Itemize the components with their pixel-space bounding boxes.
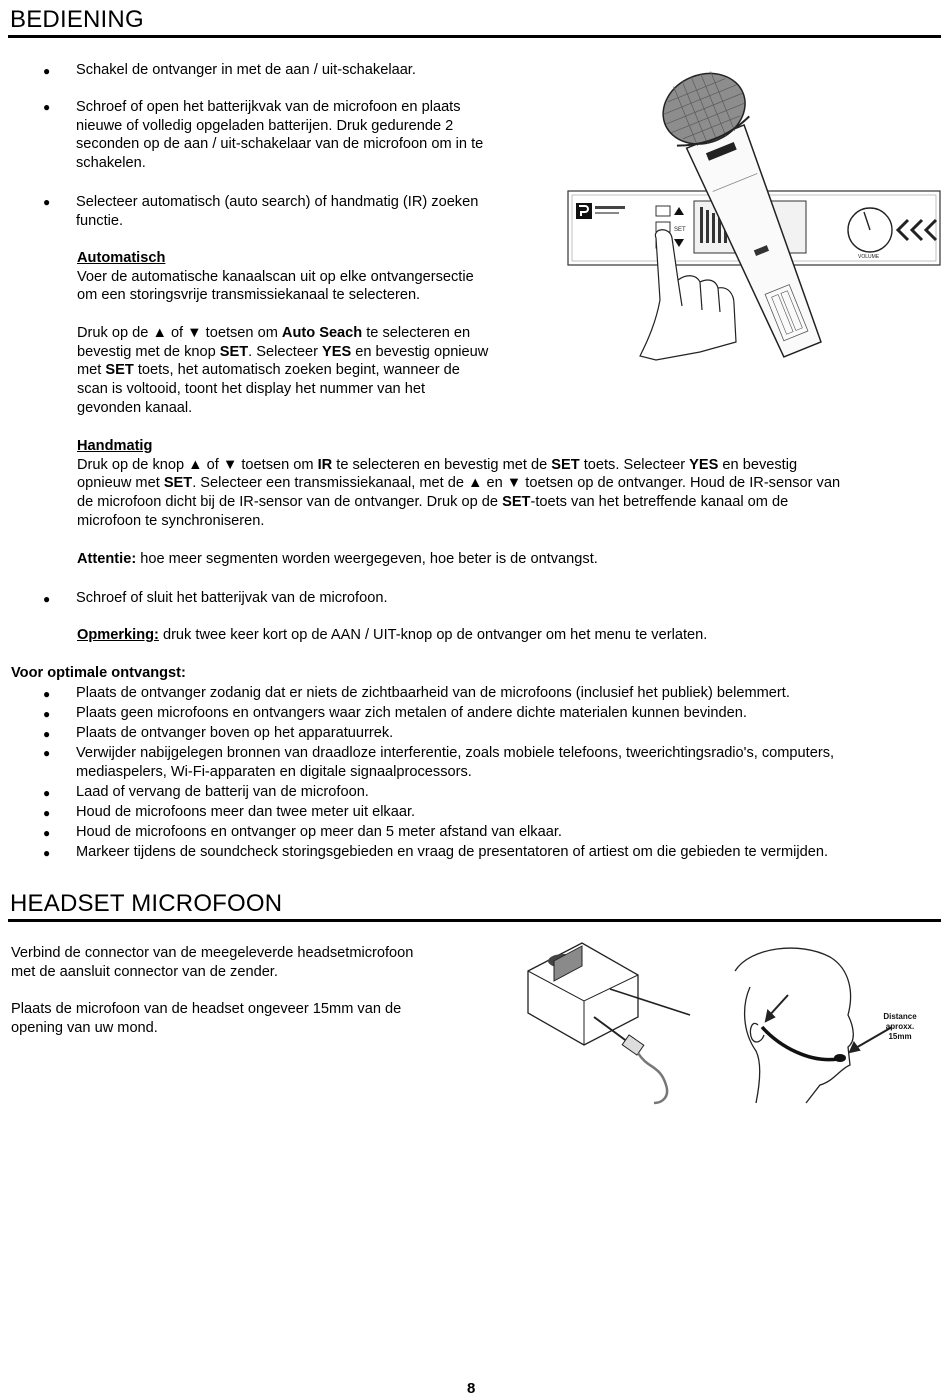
section-rule	[8, 919, 941, 922]
automatic-heading: Automatisch	[77, 250, 166, 266]
headset-cable	[638, 1053, 667, 1103]
text-bold: Auto Seach	[281, 325, 363, 341]
list-item: Laad of vervang de batterij van de microfoon.	[76, 784, 369, 800]
text-line: mediaspelers, Wi-Fi-apparaten en digitale signaalprocessors.	[76, 763, 472, 780]
text-bold: IR	[317, 456, 333, 473]
text-line	[77, 474, 943, 493]
text-run: Druk op de knop ▲ of ▼ toetsen om	[77, 456, 318, 473]
text-run: . Selecteer	[248, 343, 322, 360]
text-line: nieuwe of volledig opgeladen batterijen. Druk gedurende 2	[76, 117, 454, 134]
text-line: opening van uw mond.	[11, 1019, 158, 1036]
text-run: . Selecteer een transmissiekanaal, met de ▲ en ▼ toetsen op de ontvanger. Houd de IR-sensor van	[192, 475, 841, 492]
head-profile	[735, 948, 853, 1103]
text-bold: SET	[163, 475, 193, 492]
distance-label: 15mm	[888, 1032, 912, 1041]
remark-note	[77, 626, 707, 645]
bullet-power-on: Schakel de ontvanger in met de aan / uit-schakelaar.	[76, 62, 416, 78]
text-line	[77, 324, 488, 343]
text-bold: SET	[551, 456, 580, 473]
text-run: opnieuw met	[77, 475, 164, 492]
remark-label: Opmerking:	[77, 627, 159, 643]
bullet-dot: ●	[43, 64, 51, 78]
bodypack-transmitter	[528, 943, 690, 1103]
text-line: Schroef of open het batterijkvak van de microfoon en plaats	[76, 99, 461, 115]
text-line: Verbind de connector van de meegeleverde headsetmicrofoon	[11, 945, 414, 961]
section-rule	[8, 35, 941, 38]
text-run: en bevestig	[718, 456, 798, 473]
section-title-bediening: BEDIENING	[10, 6, 144, 33]
text-line: schakelen.	[76, 155, 146, 172]
text-run: Druk op de ▲ of ▼ toetsen om	[77, 325, 282, 341]
bullet-dot: ●	[43, 727, 51, 741]
manual-section	[77, 437, 943, 531]
automatic-instructions	[77, 324, 488, 418]
headset-mic	[762, 1027, 846, 1062]
text-line: met de aansluit connector van de zender.	[11, 963, 278, 980]
distance-label: aproxx.	[885, 1022, 915, 1031]
text-line: Plaats de microfoon van de headset ongeveer 15mm van de	[11, 1001, 402, 1017]
text-run: de microfoon dicht bij de IR-sensor van de ontvanger. Druk op de	[77, 494, 503, 511]
headset-connect-text	[11, 944, 413, 981]
text-bold: SET	[105, 362, 134, 379]
headset-figure	[520, 935, 945, 1105]
set-label: SET	[674, 227, 686, 233]
text-line	[77, 493, 943, 512]
text-run: toets, het automatisch zoeken begint, wanneer de	[133, 362, 460, 379]
bullet-dot: ●	[43, 786, 51, 800]
list-item: Markeer tijdens de soundcheck storingsgebieden en vraag de presentatoren of artiest om die gebieden te vermijden.	[76, 844, 829, 860]
text-run: hoe meer segmenten worden weergegeven, hoe beter is de ontvangst.	[136, 551, 598, 567]
optimal-heading: Voor optimale ontvangst:	[11, 665, 186, 681]
manual-heading: Handmatig	[77, 438, 153, 454]
distance-arrow-icon	[766, 995, 892, 1052]
text-line: gevonden kanaal.	[77, 399, 193, 416]
bullet-dot: ●	[43, 195, 51, 209]
section-title-headset: HEADSET MICROFOON	[10, 890, 283, 917]
list-item: Plaats de ontvanger boven op het apparatuurrek.	[76, 725, 394, 741]
attention-note	[77, 550, 598, 569]
bullet-battery	[76, 98, 483, 173]
text-run: met	[77, 362, 106, 379]
bullet-dot: ●	[43, 100, 51, 114]
text-line: Selecteer automatisch (auto search) of handmatig (IR) zoeken	[76, 194, 479, 210]
text-line: microfoon te synchroniseren.	[77, 512, 265, 529]
text-line: functie.	[76, 212, 124, 229]
list-item: Houd de microfoons en ontvanger op meer dan 5 meter afstand van elkaar.	[76, 824, 562, 840]
automatic-section	[77, 249, 474, 305]
text-run: en bevestig opnieuw	[351, 343, 489, 360]
bullet-dot: ●	[43, 826, 51, 840]
text-run: bevestig met de knop	[77, 343, 220, 360]
text-line: scan is voltooid, toont het display het nummer van het	[77, 381, 426, 398]
headset-position-text	[11, 1000, 401, 1037]
text-run: druk twee keer kort op de AAN / UIT-knop op de ontvanger om het menu te verlaten.	[158, 627, 708, 643]
text-bold: YES	[689, 456, 719, 473]
text-line: Voer de automatische kanaalscan uit op elke ontvangersectie	[77, 268, 474, 285]
bullet-dot: ●	[43, 592, 51, 606]
bullet-dot: ●	[43, 707, 51, 721]
volume-label: VOLUME	[858, 254, 880, 260]
bullet-dot: ●	[43, 687, 51, 701]
microphone-receiver-figure	[560, 60, 945, 365]
connector-icon	[622, 1035, 644, 1055]
list-item	[76, 744, 834, 781]
list-item: Plaats geen microfoons en ontvangers waar zich metalen of andere dichte materialen kunnen bevinden.	[76, 705, 747, 721]
text-bold: SET	[502, 494, 531, 511]
bullet-dot: ●	[43, 806, 51, 820]
text-run: te selecteren en bevestig met de	[332, 456, 552, 473]
text-bold: YES	[322, 343, 352, 360]
text-line: Verwijder nabijgelegen bronnen van draadloze interferentie, zoals mobiele telefoons, tweerichtingsradio's, computers,	[76, 745, 835, 761]
page-number: 8	[467, 1380, 476, 1397]
text-run: toets. Selecteer	[579, 456, 690, 473]
list-item: Plaats de ontvanger zodanig dat er niets de zichtbaarheid van de microfoons (inclusief het publiek) belemmert.	[76, 685, 790, 701]
list-item: Houd de microfoons meer dan twee meter uit elkaar.	[76, 804, 416, 820]
text-run: -toets van het betreffende kanaal om de	[530, 494, 789, 511]
text-line	[77, 343, 488, 362]
text-run: te selecteren en	[362, 325, 471, 341]
bullet-dot: ●	[43, 746, 51, 760]
text-line: om een storingsvrije transmissiekanaal te selecteren.	[77, 287, 421, 304]
text-line	[77, 361, 488, 380]
text-line: seconden op de aan / uit-schakelaar van de microfoon om in te	[76, 136, 484, 153]
bullet-search-mode	[76, 193, 478, 230]
attention-label: Attentie:	[77, 551, 137, 567]
bullet-close-battery: Schroef of sluit het batterijvak van de microfoon.	[76, 590, 388, 606]
text-line	[77, 456, 943, 475]
distance-label: Distance	[883, 1012, 917, 1021]
text-bold: SET	[219, 343, 249, 360]
bullet-dot: ●	[43, 846, 51, 860]
